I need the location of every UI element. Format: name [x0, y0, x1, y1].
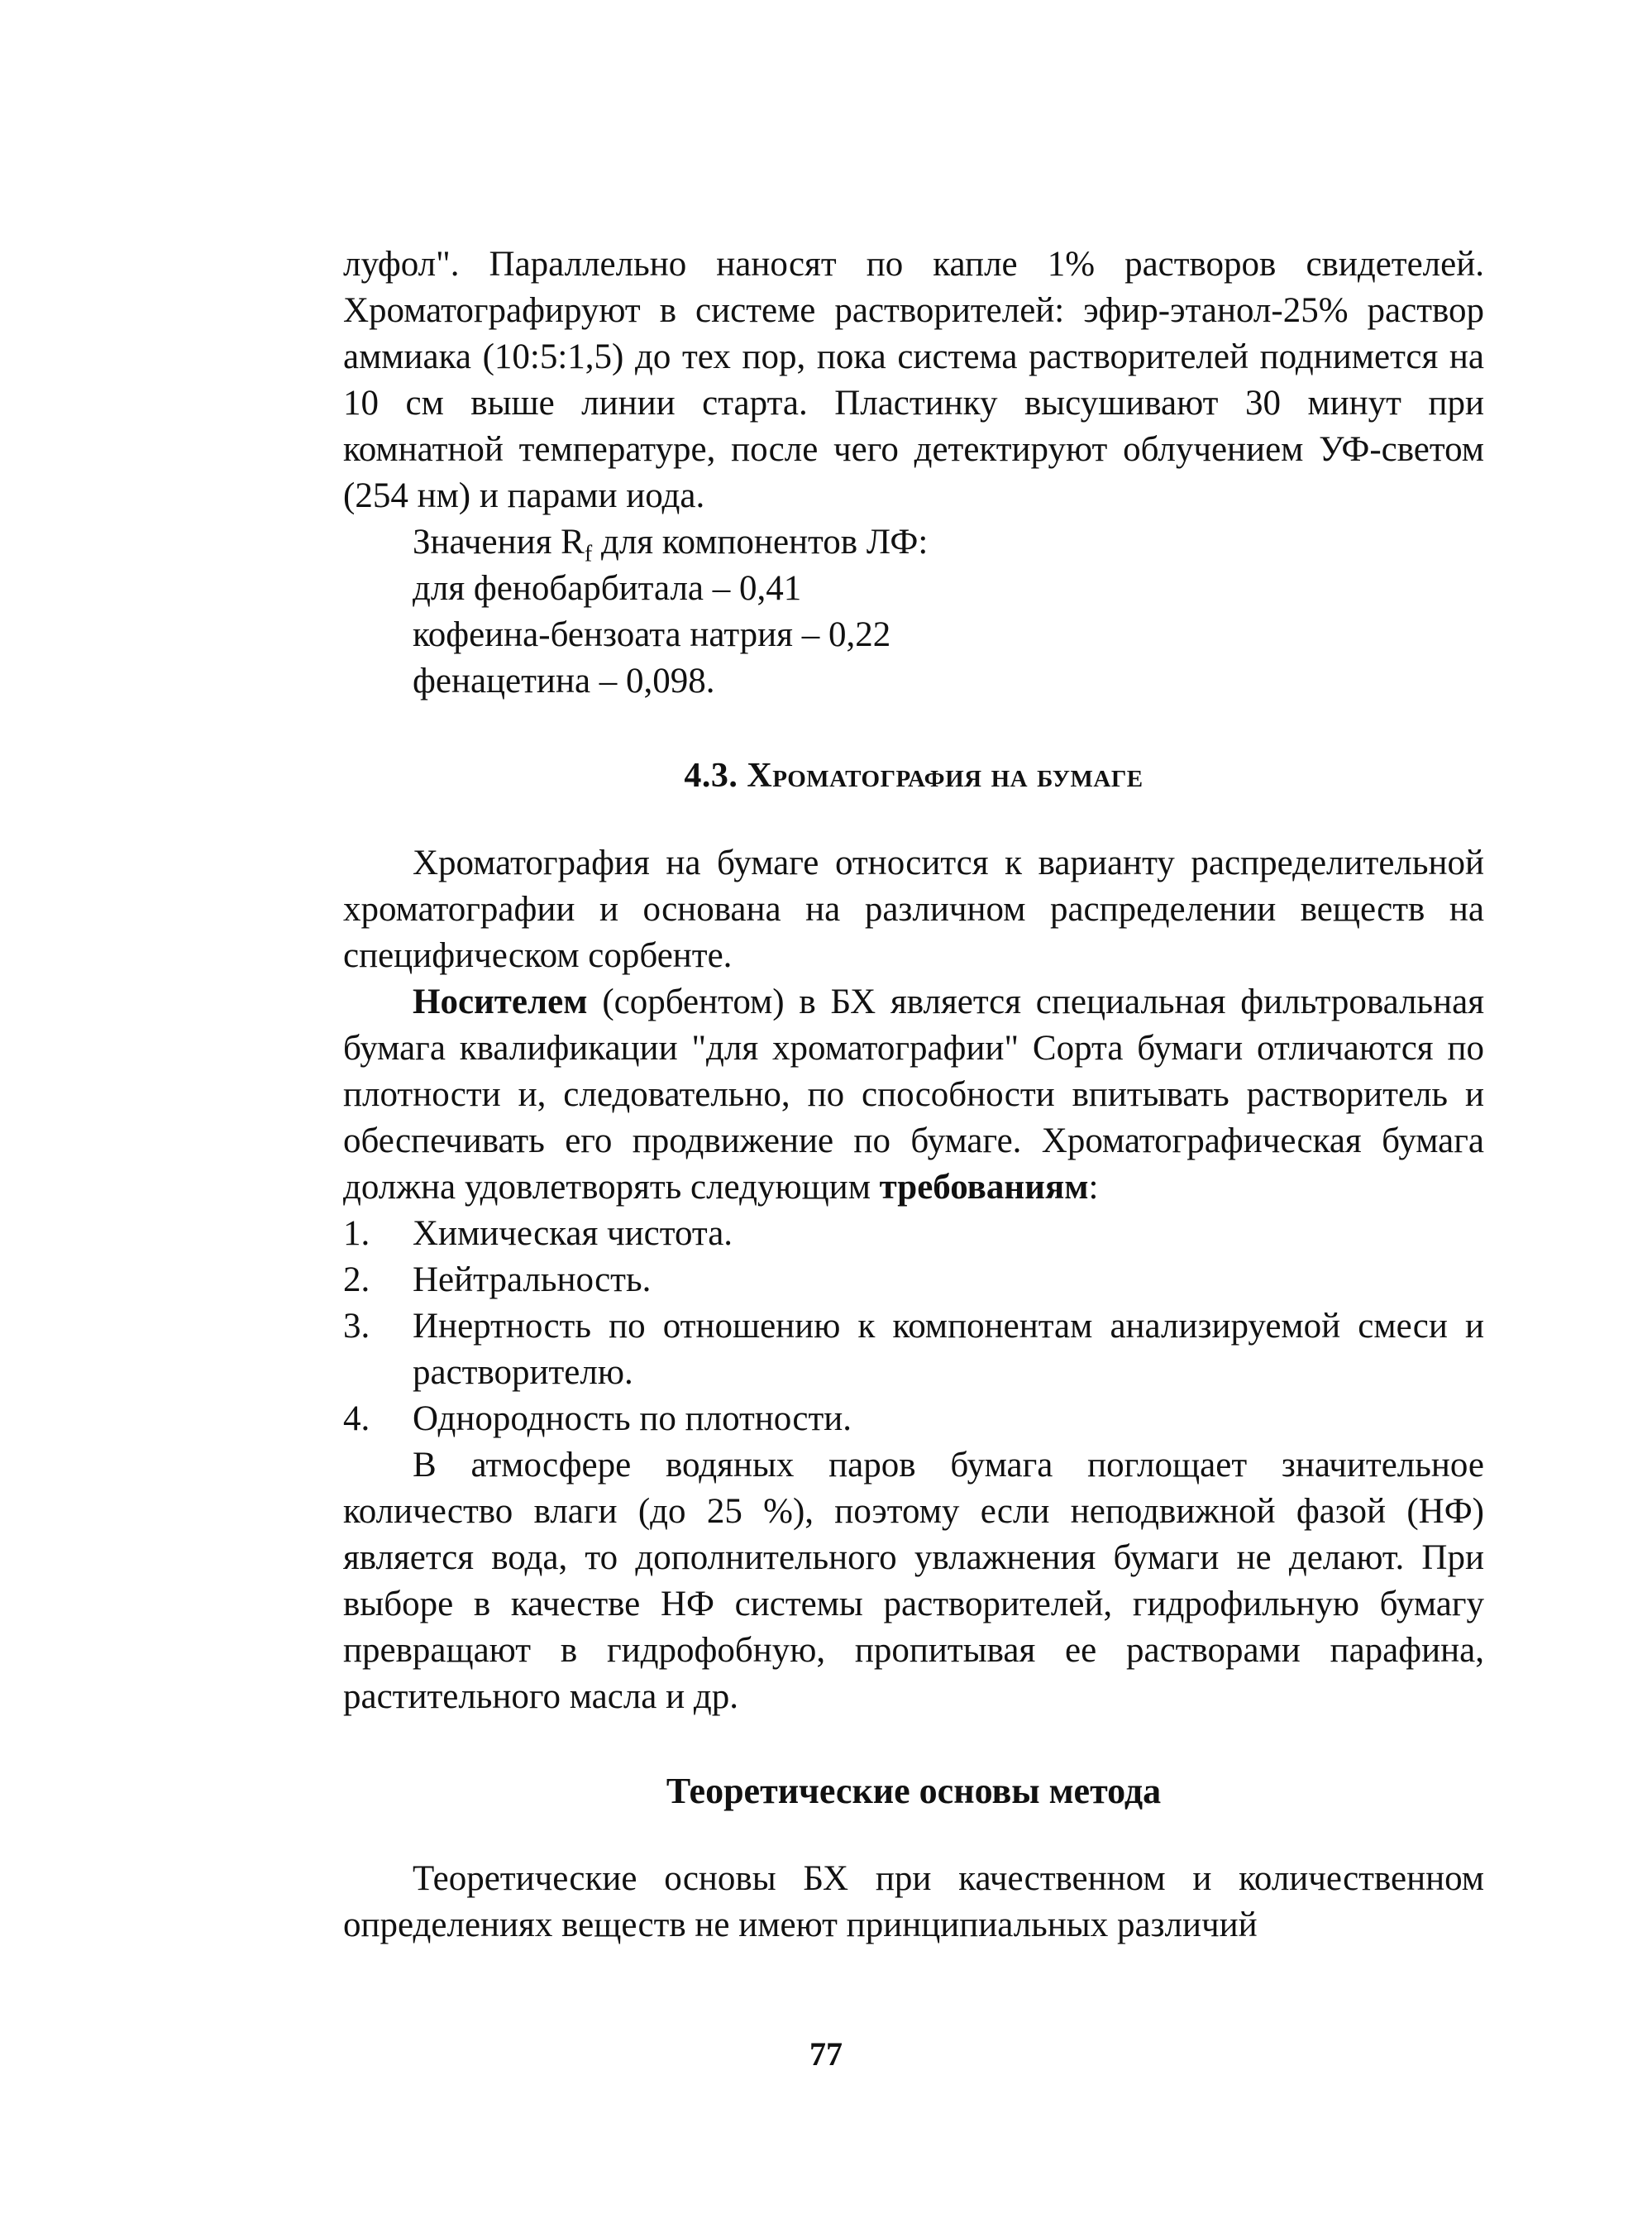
list-item — [343, 1257, 1484, 1303]
list-item — [343, 1211, 1484, 1257]
carrier-text: (сорбентом) в БХ является специальная фильтровальная бумага квалификации "для хроматографии" Сорта бумаги отличаются по плотности и, следовательно, по способности впитывать растворитель и обеспечивать его продвижение по бумаге. Хроматографическая бумага должна удовлетворять следующим — [343, 983, 1484, 1207]
list-item-number: 2. — [343, 1260, 370, 1299]
list-item-text: Химическая чистота. — [413, 1214, 733, 1253]
list-item-text: Нейтральность. — [413, 1260, 652, 1299]
list-item-text: Однородность по плотности. — [413, 1399, 852, 1438]
list-item — [343, 1303, 1484, 1396]
page-body — [343, 241, 1484, 1948]
list-item-number: 4. — [343, 1399, 370, 1438]
theory-paragraph: Теоретические основы БХ при качественном и количественном определениях веществ не имеют принципиальных различий — [343, 1859, 1484, 1944]
list-item-number: 3. — [343, 1307, 370, 1346]
page-number: 77 — [809, 2035, 843, 2073]
rf-value-phenacetin: фенацетина – 0,098. — [413, 662, 715, 701]
intro-paragraph: луфол". Параллельно наносят по капле 1% растворов свидетелей. Хроматографируют в системе растворителей: эфир-этанол-25% раствор аммиака (10:5:1,5) до тех пор, пока система растворителей поднимется на 10 см выше линии старта. Пластинку высушивают 30 минут при комнатной температуре, после чего детектируют облучением УФ-светом (254 нм) и парами иода. — [343, 245, 1484, 515]
requirements-colon: : — [1088, 1168, 1099, 1207]
list-item-text: Инертность по отношению к компонентам анализируемой смеси и растворителю. — [413, 1307, 1484, 1392]
rf-subscript: f — [584, 541, 593, 567]
rf-value-caffeine-sodium-benzoate: кофеина-бензоата натрия – 0,22 — [413, 615, 891, 654]
subheading: Теоретические основы метода — [666, 1771, 1162, 1811]
requirements-term: требованиям — [879, 1168, 1089, 1207]
requirements-list — [343, 1211, 1484, 1442]
carrier-paragraph — [343, 979, 1484, 1211]
rf-header — [343, 519, 1484, 566]
section-heading: 4.3. Хроматография на бумаге — [684, 757, 1144, 795]
list-item — [343, 1396, 1484, 1442]
carrier-term: Носителем — [413, 983, 588, 1021]
rf-header-suffix: для компонентов ЛФ: — [592, 523, 929, 562]
rf-header-prefix: Значения R — [413, 523, 585, 562]
moisture-paragraph: В атмосфере водяных паров бумага поглощает значительное количество влаги (до 25 %), поэтому если неподвижной фазой (НФ) является вода, то дополнительного увлажнения бумаги не делают. При выборе в качестве НФ системы растворителей, гидрофильную бумагу превращают в гидрофобную, пропитывая ее растворами парафина, растительного масла и др. — [343, 1446, 1484, 1716]
list-item-number: 1. — [343, 1214, 370, 1253]
rf-values-list — [343, 566, 1484, 705]
rf-value-phenobarbital: для фенобарбитала – 0,41 — [413, 569, 802, 608]
section-intro-paragraph: Хроматография на бумаге относится к варианту распределительной хроматографии и основана на различном распределении веществ на специфическом сорбенте. — [343, 844, 1484, 975]
